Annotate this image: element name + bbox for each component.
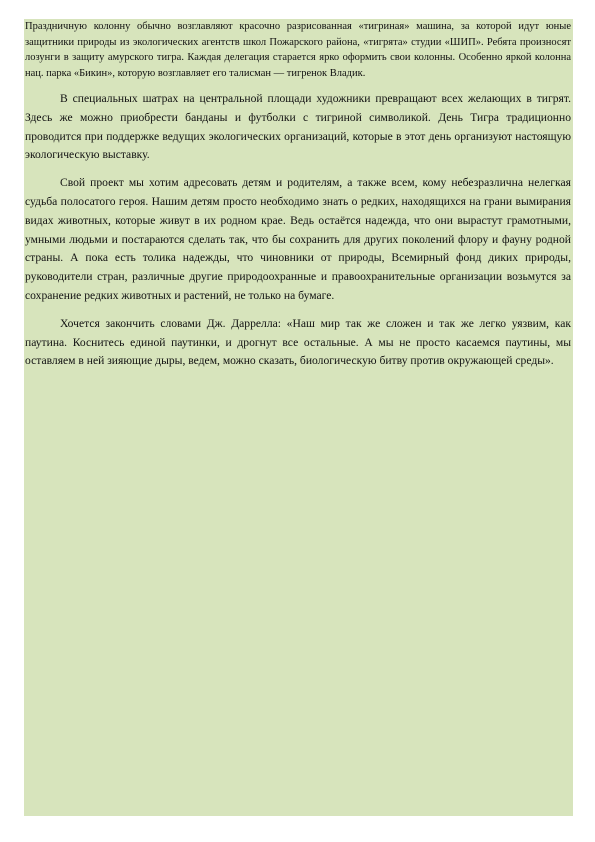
document-body xyxy=(24,19,573,371)
paragraph-project-goal: Свой проект мы хотим адресовать детям и родителям, а также всем, кому небезразлична нелегкая судьба полосатого героя. Нашим детям просто необходимо знать о редких, находящихся на грани вымирания видах животных, которые живут в их родном крае. Ведь остаётся надежда, что они вырастут грамотными, умными людьми и постараются сделать так, что бы сохранить для других поколений флору и фауну родной страны. А пока есть толика надежды, что чиновники от природы, Всемирный фонд диких природы, руководители стран, различные другие природоохранные и правоохранительные организации возьмутся за сохранение редких животных и растений, не только на бумаге. xyxy=(25,176,571,302)
paragraph-durrell-quote: Хочется закончить словами Дж. Даррелла: «Наш мир так же сложен и так же легко уязвим, как паутина. Коснитесь единой паутинки, и дрогнут все остальные. А мы не просто касаемся паутины, мы оставляем в ней зияющие дыры, ведем, можно сказать, биологическую битву против окружающей среды». xyxy=(25,316,571,368)
paragraph-tiger-parade: Праздничную колонну обычно возглавляют красочно разрисованная «тигриная» машина, за которой идут юные защитники природы из экологических агентств школ Пожарского района, «тигрята» студии «ШИП». Ребята произносят лозунги в защиту амурского тигра. Каждая делегация старается ярко оформить свои колонны. Особенно яркой колонна нац. парка «Бикин», которую возглавляет его талисман — тигренок Владик. xyxy=(25,21,571,79)
paragraph-artists-tents: В специальных шатрах на центральной площади художники превращают всех желающих в тигрят. Здесь же можно приобрести банданы и футболки с тигриной символикой. День Тигра традиционно проводится при поддержке ведущих экологических организаций, которые в этот день организуют настоящую экологическую выставку. xyxy=(25,92,571,162)
